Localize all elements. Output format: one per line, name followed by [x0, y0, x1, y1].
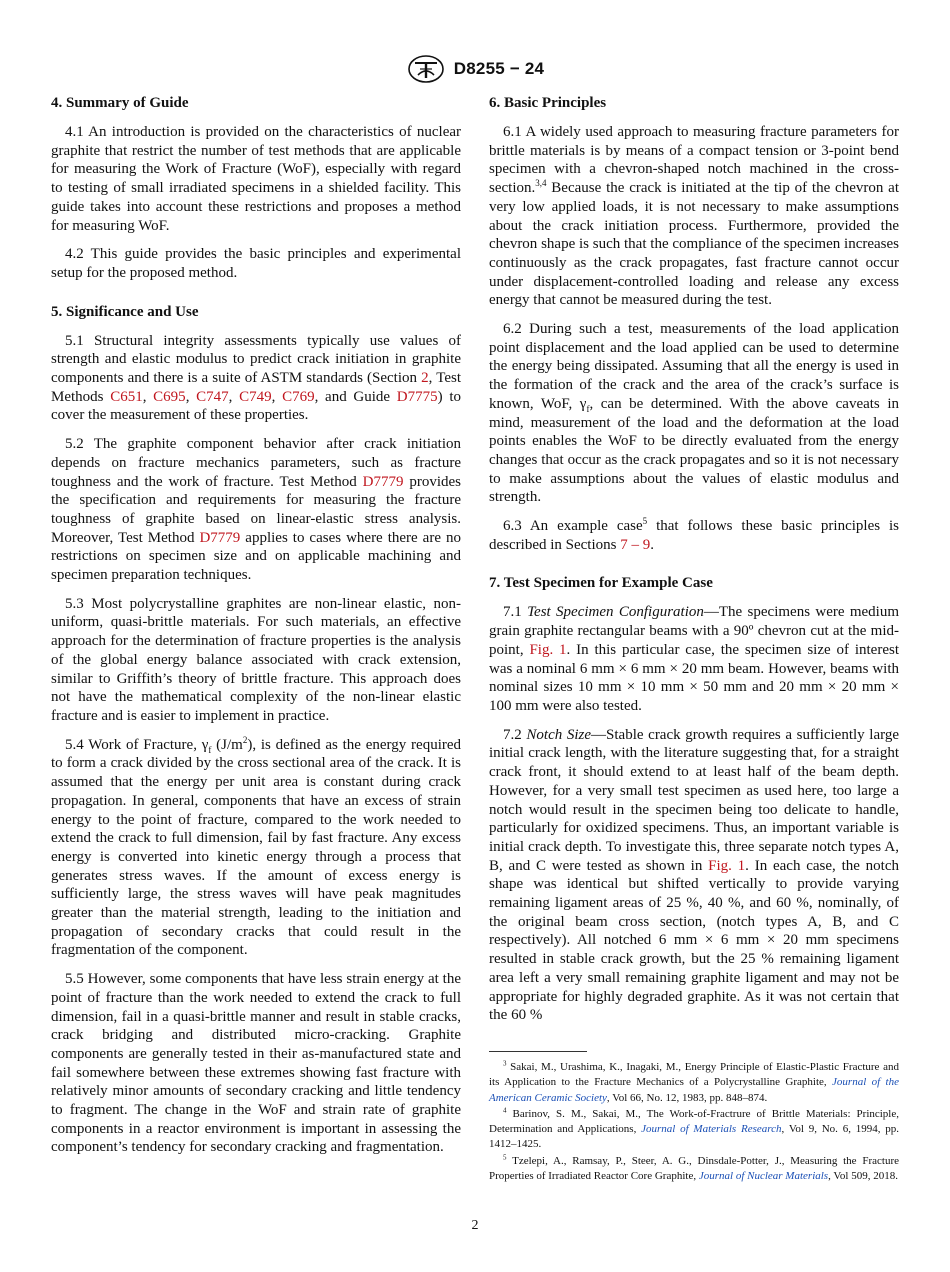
- c769-link[interactable]: C769: [282, 388, 315, 405]
- footnote-divider: [489, 1051, 587, 1052]
- section-6-title: 6. Basic Principles: [489, 95, 607, 111]
- journal-link-materials-research[interactable]: Journal of Materials Research: [641, 1123, 782, 1136]
- journal-link-ceramic-society[interactable]: Journal of the American Ceramic Society: [489, 1076, 899, 1104]
- d7775-link[interactable]: D7775: [396, 388, 438, 405]
- paragraph-5-2: 5.2 The graphite component behavior after crack initiation depends on fracture mechanics parameters, such as fracture toughness and the work of fracture. Test Method D7779 provides the specification and requirements for measuring the fracture toughness of graphite based on linear-elastic stress analysis. Moreover, Test Method D7779 applies to cases where there are no restrictions on specimen size and on applicable machining and specimen preparation techniques.: [51, 436, 461, 584]
- astm-logo-icon: [406, 54, 446, 84]
- c651-link[interactable]: C651: [110, 388, 143, 405]
- paragraph-5-1: 5.1 Structural integrity assessments typically use values of strength and elastic modulus to predict crack initiation in graphite components and there is a suite of ASTM standards (Section 2, Test Methods C651, C695, C747, C749, C769, and Guide D7775) to cover the measurement of these properties.: [51, 332, 461, 424]
- section-5-title: 5. Significance and Use: [51, 303, 199, 320]
- section-7-title: 7. Test Specimen for Example Case: [489, 575, 713, 592]
- paragraph-6-1: 6.1 A widely used approach to measuring fracture parameters for brittle materials is by means of a compact tension or 3-point bend specimen with a chevron-shaped notch machined in the cross-section.$^{3,4}$ Because the crack is initiated at the tip of the chevron at very low applied loads, it is not necessary to make assumptions about the crack initiation process. Furthermore, provided the chevron shape is such that the compliance of the specimen increases continuously as the crack propagates, fast fracture cannot occur under displacement-controlled loading and release any excess energy that cannot be measured during the test.: [489, 124, 899, 309]
- paragraph-5-5: 5.5 However, some components that have less strain energy at the point of fracture than the work needed to extend the crack to full dimension, fail in a quasi-brittle manner and result in stable cracks, crack bridging and distributed micro-cracking. Graphite components are generally tested in their as-manufactured state and fail somewhere between these extremes showing fast fracture with relatively minor amounts of secondary cracking and little tendency to fragment. The change in the WoF and strain rate of graphite components in a reactor environment is important in assessing the component’s tendency for secondary cracking and fragmentation.: [51, 971, 461, 1156]
- c747-link[interactable]: C747: [196, 388, 229, 405]
- d7779-link-2[interactable]: D7779: [199, 529, 241, 546]
- page-number: 2: [471, 1218, 479, 1233]
- paragraph-4-1: 4.1 An introduction is provided on the characteristics of nuclear graphite that restrict the number of test methods that are applicable for measuring the Work of Fracture (WoF), especially with regard to testing of small irradiated specimens in a shielded facility. This guide takes into account these restrictions and proposes a method for measuring WoF.: [51, 124, 461, 234]
- paragraph-4-2: 4.2 This guide provides the basic principles and experimental setup for the proposed method.: [51, 246, 461, 281]
- paragraph-7-1: 7.1 Test Specimen Configuration—The specimens were medium grain graphite rectangular beams with a 90º chevron cut at the mid-point, Fig. 1. In this particular case, the specimen size of interest was a nominal 6 mm × 6 mm × 20 mm beam. However, beams with nominal sizes 10 mm × 10 mm × 50 mm and 20 mm × 20 mm × 100 mm were also tested.: [489, 604, 900, 714]
- page-header: [0, 54, 950, 84]
- paragraph-5-3: 5.3 Most polycrystalline graphites are non-linear elastic, non-uniform, quasi-brittle materials. For such materials, an effective approach for the determination of fracture properties is the analysis of the global energy balance associated with crack extension, similar to Griffith’s theory of brittle fracture. This approach does not have the mathematical complexity of the non-linear elastic fracture and is easier to implement in practice.: [51, 595, 461, 724]
- document-designation: D8255 − 24: [453, 59, 545, 78]
- section-2-link[interactable]: 2: [421, 370, 429, 387]
- fig-1-link-2[interactable]: Fig. 1: [708, 857, 746, 874]
- footnote-ref-5[interactable]: 5: [642, 516, 648, 527]
- sections-7-9-link[interactable]: 7 – 9: [620, 536, 651, 553]
- right-column: [489, 94, 899, 1185]
- c749-link[interactable]: C749: [239, 388, 272, 405]
- paragraph-7-2: 7.2 Notch Size—Stable crack growth requires a sufficiently large initial crack length, with the literature suggesting that, for a straight crack front, it should extend to at least half of the beam depth. However, for a very small test specimen as used here, too large a notch would result in the specimen being too delicate to handle, particularly for oxidized specimens. Thus, an important variable is initial crack depth. To investigate this, three separate notch types A, B, and C were tested as shown in Fig. 1. In each case, the notch shape was identical but shifted vertically to provide varying remaining ligament areas of 25 %, 40 %, and 60 %, nominally, of the original beam cross section, (notch types A, B, and C respectively). All notched 6 mm × 6 mm × 20 mm specimens resulted in stable crack growth, but the 25 % remaining ligament area left a very small remaining graphite ligament and may not be appropriate for highly degraded graphite. As it was not certain that the 60 %: [489, 726, 900, 1024]
- footnote-4: $^4$ Barinov, S. M., Sakai, M., The Work-of-Fractrure of Brittle Materials: Principle, Determination and Applications, Journal of Materials Research, Vol 9, No. 6, 1994, pp. 1412–1425.: [489, 1106, 899, 1151]
- fig-1-link[interactable]: Fig. 1: [529, 641, 567, 658]
- paragraph-5-4: 5.4 Work of Fracture, $\gamma_f$ $(J/m^2)$, is defined as the energy required to form a crack divided by the cross sectional area of the crack. It is assumed that the energy per unit area is constant during crack propagation. In general, components that have an excess of strain energy to the point of fracture, compared to the work needed to extend the crack to full dimension, fail by fast fracture. Any excess energy is converted into kinetic energy through a process that generates stress waves. If the amount of excess energy is sufficiently large, the stress waves will have peak magnitudes greater than the material strength, leading to the initiation and propagation of secondary cracks that could result in the fragmentation of the component.: [51, 734, 462, 959]
- footnote-3: $^3$ Sakai, M., Urashima, K., Inagaki, M., Energy Principle of Elastic-Plastic Fracture and its Application to the Fracture Mechanics of a Polycrystalline Graphite, Journal of the American Ceramic Society, Vol 66, No. 12, 1983, pp. 848–874.: [489, 1059, 899, 1104]
- paragraph-6-2: 6.2 During such a test, measurements of the load application point displacement and the load applied can be used to determine the energy being dissipated. Assuming that all the energy is used in the formation of the crack and the area of the crack’s surface is known, WoF, $\gamma_f$, can be determined. With the above caveats in mind, measurement of the load and the deformation at the load points enables the WoF to be directly evaluated from the energy changes that occur as the crack propagates and so it is not necessary to make assumptions about the values of elastic modulus and strength.: [489, 321, 899, 506]
- left-column: [51, 94, 461, 1167]
- c695-link[interactable]: C695: [153, 388, 186, 405]
- section-4-title: 4. Summary of Guide: [51, 95, 189, 111]
- footnote-ref-3-4[interactable]: 3,4: [535, 178, 547, 189]
- journal-link-nuclear-materials[interactable]: Journal of Nuclear Materials: [698, 1170, 829, 1183]
- paragraph-6-3: 6.3 An example case$^5$ that follows these basic principles is described in Sections 7 – 9.: [489, 516, 899, 553]
- footnote-5: $^5$ Tzelepi, A., Ramsay, P., Steer, A. G., Dinsdale-Potter, J., Measuring the Fracture Properties of Irradiated Reactor Core Graphite, Journal of Nuclear Materials, Vol 509, 2018.: [489, 1153, 899, 1183]
- d7779-link[interactable]: D7779: [362, 473, 404, 490]
